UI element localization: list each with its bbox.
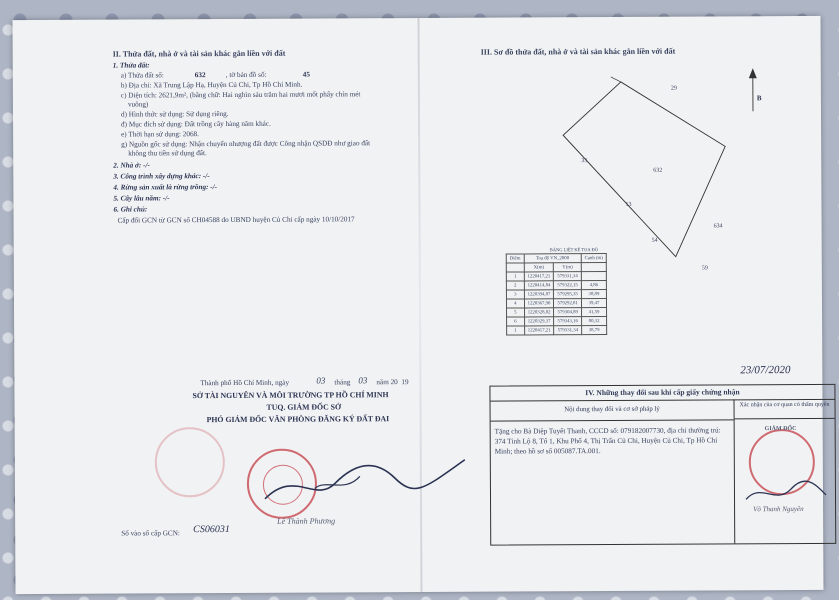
area-line-1: c) Diện tích: 2621,9m², (bằng chữ: Hai nghìn sáu trăm hai mươi mốt phẩy chín mét <box>120 90 361 100</box>
date-day: 03 <box>316 375 326 386</box>
changes-title: IV. Những thay đổi sau khi cấp giấy chứng nhận <box>490 385 834 402</box>
usage-term: e) Thời hạn sử dụng: 2068. <box>121 130 199 139</box>
authority-line-2: TUQ. GIÁM ĐỐC SỞ <box>266 402 342 412</box>
usage-purpose: đ) Mục đích sử dụng: Đất trồng cây hàng năm khác. <box>121 119 271 129</box>
origin-line-1: g) Nguồn gốc sử dụng: Nhận chuyển nhượng đất được Công nhận QSDĐ như giao đất <box>121 139 371 149</box>
table-row: 1 1220417,21 579331,34 <box>506 272 606 282</box>
item2-house: 2. Nhà ở: -/- <box>113 161 150 170</box>
authority-line-1: SỞ TÀI NGUYÊN VÀ MÔI TRƯỜNG TP HỒ CHÍ MINH <box>192 390 389 401</box>
date-month-label: tháng <box>334 378 351 387</box>
item1-title: 1. Thửa đất: <box>112 61 150 70</box>
item5-perennial: 5. Cây lâu năm: -/- <box>113 194 170 203</box>
parcel-outline <box>563 81 726 257</box>
north-arrow-head <box>749 68 757 78</box>
parcel-edge-extension <box>611 77 621 82</box>
date-year-label: năm 20 <box>376 378 398 387</box>
map-label-634: 634 <box>713 223 723 230</box>
table-row: 1 1220417,21 579331,34 38,79 <box>507 326 607 336</box>
date-city: Thành phố Hồ Chí Minh, ngày <box>200 378 290 388</box>
map-sheet-label: , tờ bản đồ số: <box>225 70 267 80</box>
coord-table-title: BẢNG LIỆT KÊ TỌA ĐỘ <box>549 247 599 253</box>
map-label-33: 33 <box>581 158 588 165</box>
registry-number: CS06031 <box>193 523 230 536</box>
table-row: 5 1220328,82 579304,89 41,59 <box>507 308 607 318</box>
confirm-signature <box>741 477 831 507</box>
signer-name: Lê Thành Phương <box>277 516 336 526</box>
table-row: 2 1220414,84 579322,15 4,86 <box>506 281 606 291</box>
map-sheet-number: 45 <box>302 70 311 79</box>
parcel-sketch-map <box>553 56 784 277</box>
changes-divider <box>733 399 735 543</box>
table-row: 4 1220367,90 579292,81 39,47 <box>506 299 606 309</box>
parcel-number: 632 <box>194 71 206 80</box>
coordinate-table <box>506 253 608 336</box>
map-label-59: 59 <box>701 265 708 272</box>
faded-seal <box>155 427 225 497</box>
address-line: b) Địa chỉ: Xã Trung Lập Hạ, Huyện Củ Chi, Tp Hồ Chí Minh. <box>120 80 303 90</box>
registry-label: Số vào sổ cấp GCN: <box>121 529 180 538</box>
table-row: 3 1220394,87 579295,35 38,89 <box>506 290 606 300</box>
section-iii-title: III. Sơ đồ thửa đất, nhà ở và tài sản khác gắn liền với đất <box>480 46 676 57</box>
origin-line-2: không thu tiền sử dụng đất. <box>128 149 207 158</box>
date-month: 03 <box>358 375 368 386</box>
note-text: Cấp đổi GCN từ GCN số CH04588 do UBND huyện Củ Chi cấp ngày 10/10/2017 <box>117 215 355 225</box>
north-label: B <box>756 94 762 103</box>
item6-note-title: 6. Ghi chú: <box>113 205 148 214</box>
certificate-paper <box>13 16 830 594</box>
changes-col-content: Nội dung thay đổi và cơ sở pháp lý <box>491 399 734 421</box>
item3-construction: 3. Công trình xây dựng khác: -/- <box>113 172 210 181</box>
changes-col-confirm: Xác nhận của cơ quan có thẩm quyền <box>734 399 834 420</box>
changes-box <box>489 384 836 546</box>
handwritten-date: 23/07/2020 <box>740 364 791 377</box>
parcel-label: a) Thửa đất số: <box>120 71 164 80</box>
map-label-13: 13 <box>625 201 632 208</box>
usage-form: d) Hình thức sử dụng: Sử dụng riêng. <box>120 109 229 119</box>
map-label-632: 632 <box>653 167 663 174</box>
confirm-signer: Võ Thanh Nguyên <box>753 504 804 514</box>
coord-header-system: Toạ độ VN_2000 <box>524 254 581 263</box>
authority-line-3: PHÓ GIÁM ĐỐC VĂN PHÒNG ĐĂNG KÝ ĐẤT ĐAI <box>206 414 390 425</box>
date-year: 19 <box>401 378 409 387</box>
area-line-2: vuông) <box>127 100 149 109</box>
coord-header-x: X(m) <box>524 263 554 272</box>
coord-header-edge: Cạnh (m) <box>581 254 606 263</box>
item4-forest: 4. Rừng sản xuất là rừng trồng: -/- <box>113 183 218 192</box>
coord-header-y: Y(m) <box>554 263 581 272</box>
confirm-title: GIÁM ĐỐC <box>764 426 797 433</box>
signature-main <box>255 448 475 519</box>
coord-header-point: Điểm <box>506 254 524 263</box>
section-ii-title: II. Thửa đất, nhà ở và tài sản khác gắn liền với đất <box>112 48 286 59</box>
table-row: 6 1220329,37 579343,16 80,32 <box>507 317 607 327</box>
map-label-54: 54 <box>651 237 658 244</box>
change-entry-text: Tặng cho Bà Diệp Tuyết Thanh, CCCD số: 079182007730, địa chỉ thường trú: 374 Tỉnh Lộ 8, Tổ 1, Khu Phố 4, Thị Trấn Củ Chi, Huyện Củ Chi, Tp Hồ Chí Minh; theo hồ sơ số 005087.TA.001. <box>494 426 721 456</box>
map-label-29: 29 <box>670 85 677 92</box>
